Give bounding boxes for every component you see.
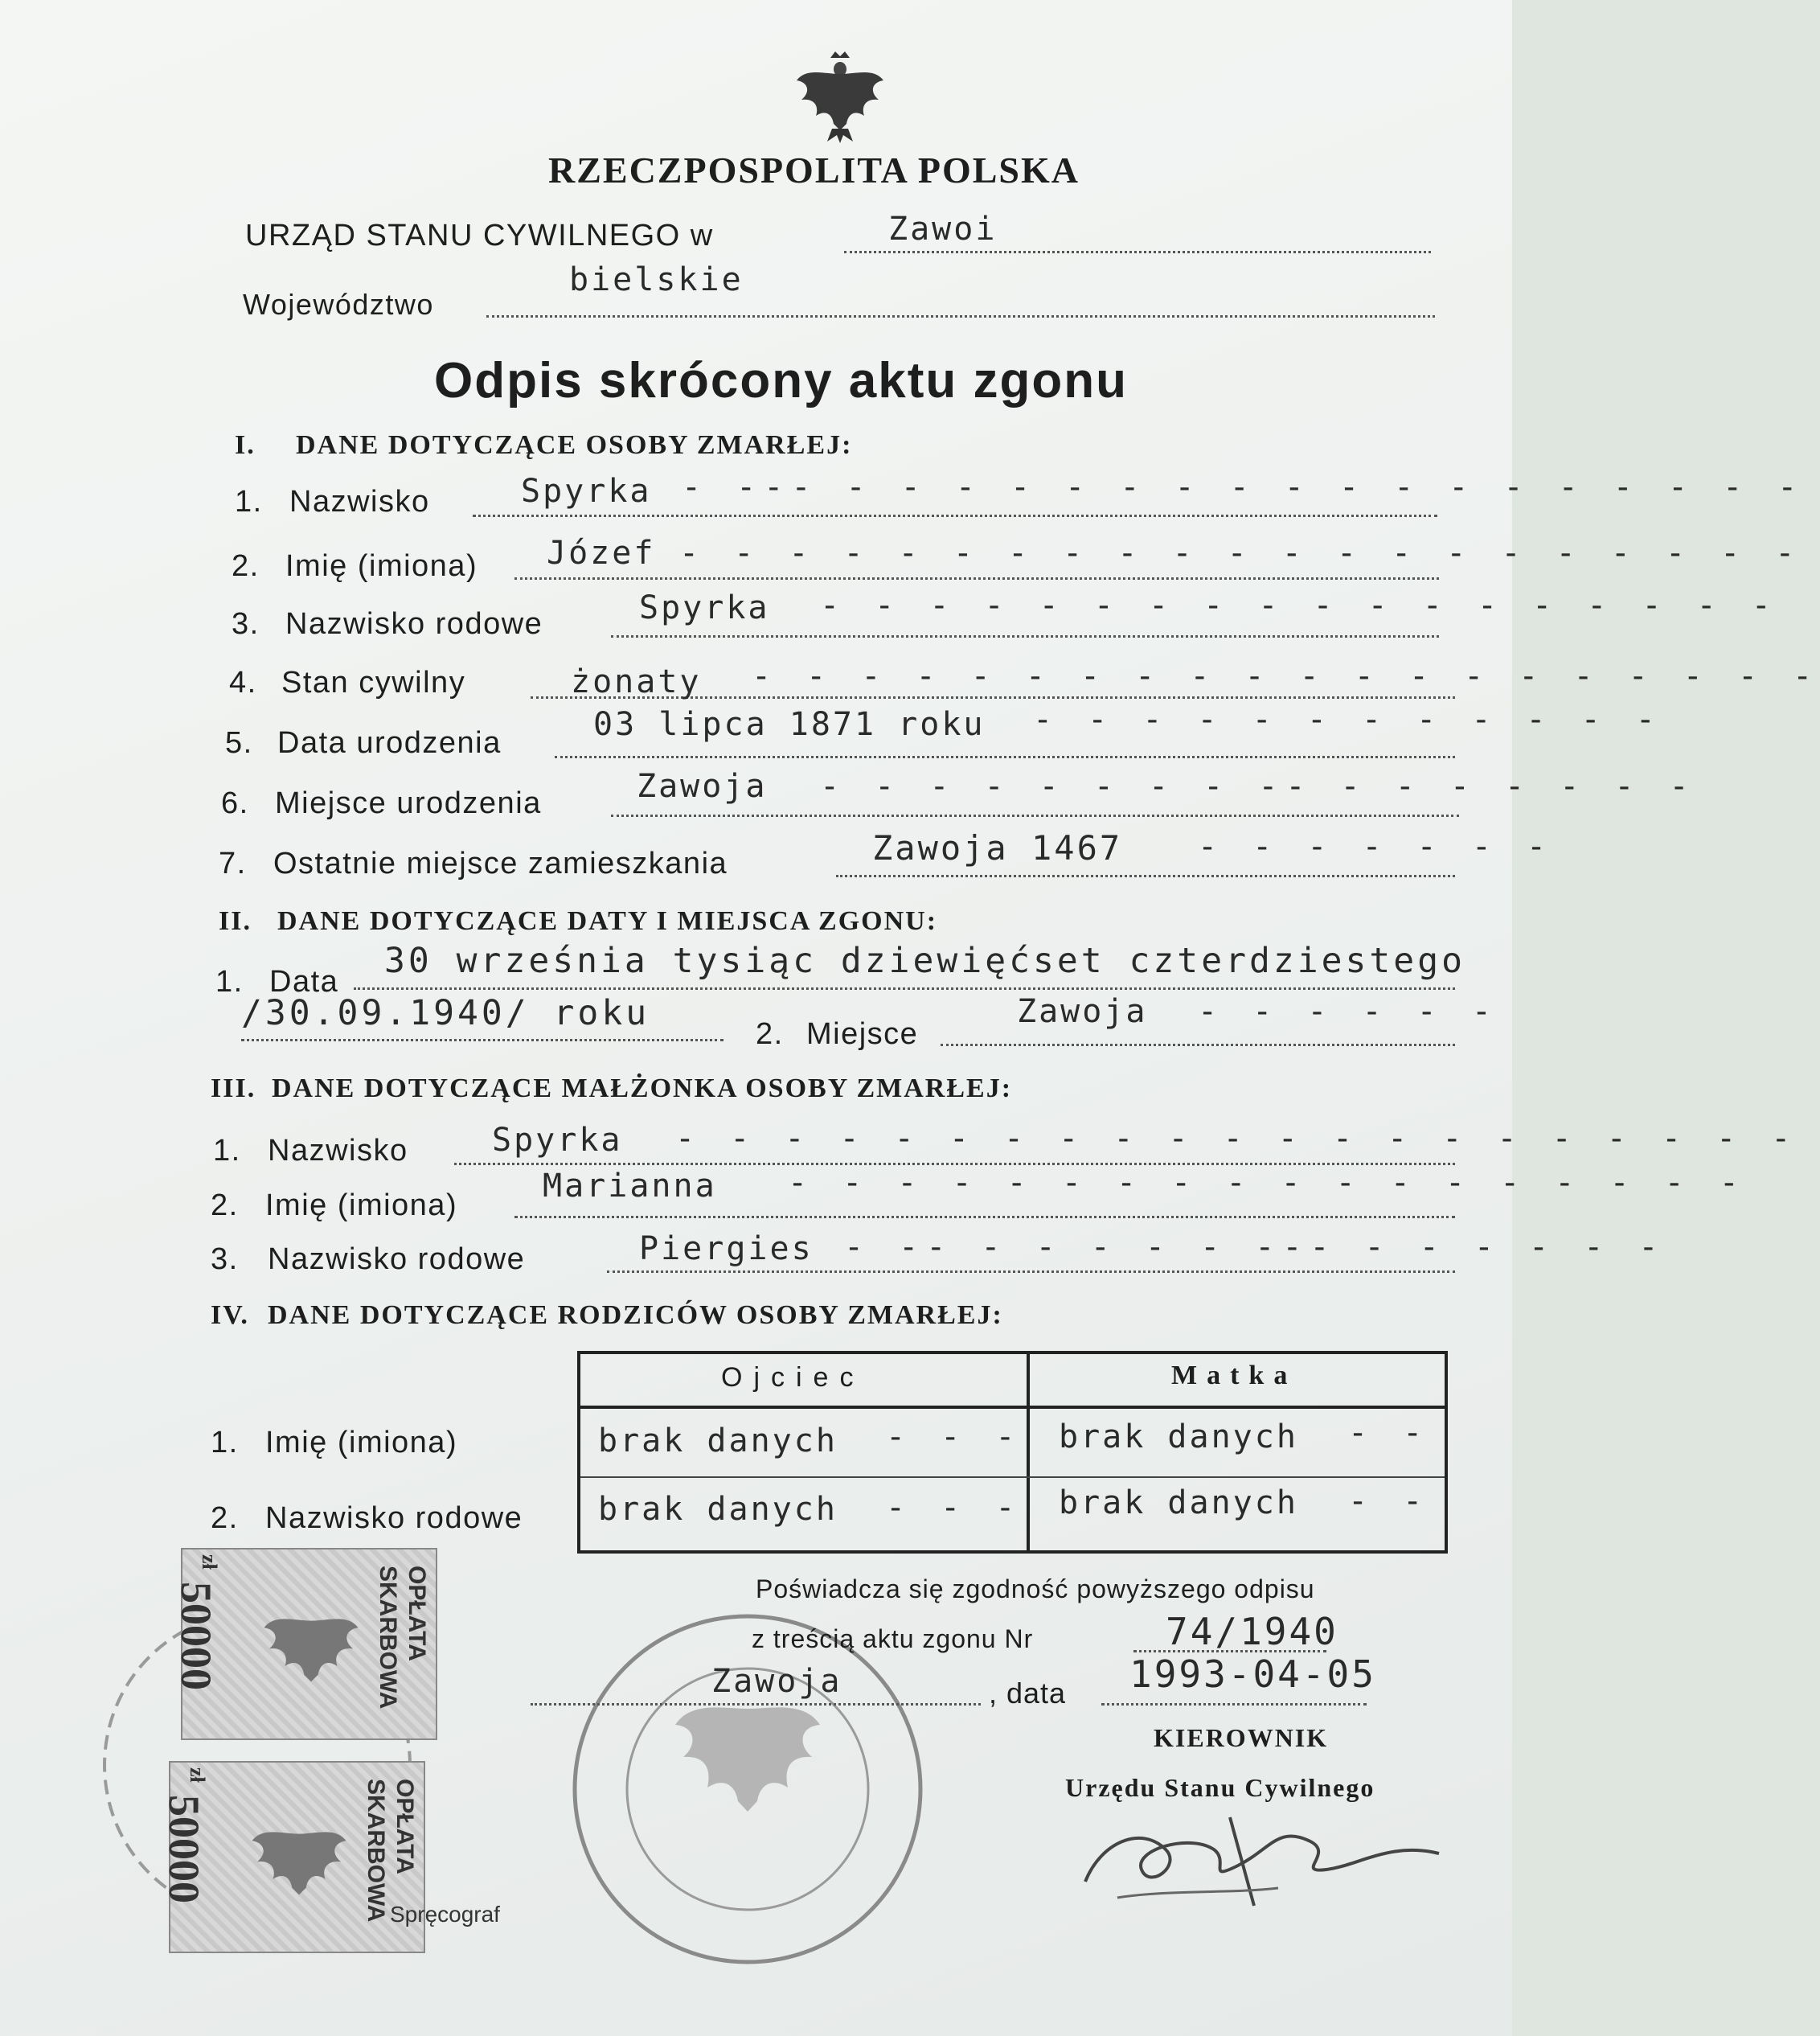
field-6-line	[611, 815, 1459, 817]
field-1-label: Nazwisko	[289, 485, 430, 519]
field-3-dashes: - - - - - - - - - - - - - - - - - -	[820, 587, 1779, 624]
death-place-number: 2.	[756, 1017, 784, 1051]
field-6-value: Zawoja	[637, 768, 768, 805]
field-5-dashes: - - - - - - - - - - - -	[1033, 701, 1663, 738]
field-2-number: 2.	[232, 549, 260, 583]
field-1-value: Spyrka	[521, 473, 652, 510]
parents-row-1-number: 1.	[211, 1426, 239, 1459]
eagle-emblem-icon	[792, 50, 888, 145]
field-2-label: Imię (imiona)	[285, 549, 478, 583]
document-title: Odpis skrócony aktu zgonu	[434, 353, 1128, 408]
section-2-number: II.	[219, 906, 252, 936]
spouse-field-2-label: Imię (imiona)	[265, 1188, 458, 1222]
spouse-field-2-value: Marianna	[543, 1168, 717, 1205]
issue-date-line	[1101, 1703, 1367, 1706]
field-1-dashes: - --- - - - - - - - - - - - - - - - - - -	[682, 469, 1806, 506]
spouse-field-2-number: 2.	[211, 1188, 239, 1222]
death-date-value-line-2: /30.09.1940/ roku	[241, 993, 650, 1033]
fiscal-stamp-2-value: 50000	[160, 1795, 208, 1903]
spouse-field-3-value: Piergies	[639, 1230, 814, 1267]
death-place-line	[941, 1044, 1455, 1046]
death-date-line-2	[241, 1039, 723, 1041]
section-3-heading: DANE DOTYCZĄCE MAŁŻONKA OSOBY ZMARŁEJ:	[272, 1073, 1013, 1103]
official-signature	[1069, 1793, 1471, 1914]
table-header-divider	[580, 1406, 1445, 1409]
death-date-value-line-1: 30 września tysiąc dziewięćset czterdziestego	[384, 941, 1465, 981]
father-maiden-name: brak danych	[598, 1491, 838, 1528]
issue-place-line	[531, 1703, 981, 1706]
section-1-heading: DANE DOTYCZĄCE OSOBY ZMARŁEJ:	[296, 430, 853, 460]
fiscal-stamp-1-eagle-icon	[259, 1594, 363, 1698]
section-4-heading: DANE DOTYCZĄCE RODZICÓW OSOBY ZMARŁEJ:	[268, 1300, 1003, 1330]
field-7-label: Ostatnie miejsce zamieszkania	[273, 847, 728, 880]
section-1-number: I.	[235, 430, 256, 460]
field-5-line	[555, 756, 1455, 758]
field-4-label: Stan cywilny	[281, 666, 466, 700]
stamp-maker-label: Spręcograf	[390, 1902, 500, 1927]
country-heading: RZECZPOSPOLITA POLSKA	[548, 150, 1080, 191]
spouse-field-1-label: Nazwisko	[268, 1134, 408, 1168]
official-round-seal	[563, 1604, 933, 1974]
fiscal-stamp-1-label-2: SKARBOWA	[375, 1566, 401, 1710]
parents-row-2-label: Nazwisko rodowe	[265, 1501, 523, 1535]
field-3-label: Nazwisko rodowe	[285, 607, 543, 641]
field-5-label: Data urodzenia	[277, 726, 502, 760]
field-4-dashes: - - - - - - - - - - - - - - - - - - - -	[752, 658, 1820, 695]
fiscal-stamp-1-label-1: OPŁATA	[404, 1566, 430, 1661]
field-2-value: Józef	[547, 535, 656, 572]
mother-maiden-name: brak danych	[1059, 1484, 1298, 1521]
certification-line-2: z treścią aktu zgonu Nr	[752, 1624, 1034, 1653]
issue-place-value: Zawoja	[711, 1663, 842, 1700]
fiscal-stamp-2-eagle-icon	[247, 1807, 351, 1911]
fiscal-stamp-2-label-1: OPŁATA	[391, 1779, 418, 1874]
field-4-number: 4.	[229, 666, 257, 700]
office-value: Zawoi	[888, 211, 998, 248]
death-place-label: Miejsce	[806, 1017, 919, 1051]
column-header-father: Ojciec	[721, 1362, 865, 1393]
fiscal-stamp-2	[160, 1761, 425, 1953]
field-1-line	[473, 515, 1437, 517]
death-date-label: Data	[269, 965, 339, 999]
fiscal-stamp-2-label-2: SKARBOWA	[363, 1779, 389, 1923]
mother-first-name: brak danych	[1059, 1418, 1298, 1455]
table-row-divider	[580, 1476, 1445, 1478]
spouse-field-1-dashes: - - - - - - - - - - - - - - - - - - - - -	[675, 1120, 1799, 1157]
spouse-field-1-number: 1.	[213, 1134, 241, 1168]
fiscal-stamp-1	[172, 1548, 437, 1740]
field-2-line	[514, 577, 1439, 580]
field-7-dashes: - - - - - - -	[1198, 828, 1555, 865]
fiscal-stamp-1-value: 50000	[172, 1582, 220, 1690]
field-5-number: 5.	[225, 726, 253, 760]
death-date-number: 1.	[215, 965, 244, 999]
spouse-field-3-line	[607, 1270, 1455, 1273]
voivodeship-value: bielskie	[569, 261, 744, 298]
mother-maiden-name-dashes: - -	[1348, 1483, 1431, 1520]
field-3-number: 3.	[232, 607, 260, 641]
field-5-value: 03 lipca 1871 roku	[593, 706, 986, 743]
act-number-value: 74/1940	[1166, 1610, 1338, 1653]
father-first-name-dashes: - - -	[886, 1418, 1023, 1455]
field-2-dashes: - - - - - - - - - - - - - - - - - - - - -	[679, 535, 1803, 572]
parents-row-1-label: Imię (imiona)	[265, 1426, 458, 1459]
office-line	[844, 251, 1431, 253]
parents-row-2-number: 2.	[211, 1501, 239, 1535]
field-7-line	[836, 875, 1455, 877]
field-6-number: 6.	[221, 786, 249, 820]
field-3-value: Spyrka	[639, 589, 770, 626]
section-3-number: III.	[211, 1073, 256, 1103]
father-first-name: brak danych	[598, 1422, 838, 1459]
section-4-number: IV.	[211, 1300, 249, 1330]
spouse-field-2-dashes: - - - - - - - - - - - - - - - - - -	[788, 1164, 1747, 1201]
mother-first-name-dashes: - -	[1348, 1414, 1431, 1451]
fiscal-stamp-1-currency: zł	[198, 1554, 221, 1570]
death-date-line-1	[354, 987, 1455, 990]
death-place-value: Zawoja	[1017, 993, 1148, 1030]
issue-date-label: , data	[989, 1677, 1067, 1710]
spouse-field-3-dashes: - -- - - - - - --- - - - - - -	[844, 1229, 1666, 1266]
field-6-label: Miejsce urodzenia	[275, 786, 542, 820]
spouse-field-3-label: Nazwisko rodowe	[268, 1242, 526, 1276]
voivodeship-line	[486, 315, 1435, 318]
voivodeship-label: Województwo	[243, 288, 434, 321]
spouse-field-2-line	[514, 1216, 1455, 1218]
fiscal-stamp-2-currency: zł	[186, 1767, 209, 1783]
column-header-mother: Matka	[1171, 1361, 1297, 1390]
field-6-dashes: - - - - - - - - -- - - - - - - -	[820, 768, 1697, 805]
official-role-subtitle: Urzędu Stanu Cywilnego	[1065, 1773, 1375, 1802]
table-column-divider	[1027, 1354, 1030, 1550]
office-label: URZĄD STANU CYWILNEGO w	[245, 219, 714, 252]
certification-line-1: Poświadcza się zgodność powyższego odpisu	[756, 1574, 1315, 1603]
field-3-line	[611, 635, 1439, 638]
issue-date-value: 1993-04-05	[1129, 1652, 1376, 1696]
death-place-dashes: - - - - - -	[1198, 993, 1499, 1030]
official-role-title: KIEROWNIK	[1154, 1723, 1329, 1752]
spouse-field-1-value: Spyrka	[492, 1122, 623, 1159]
parents-table	[577, 1351, 1448, 1554]
spouse-field-3-number: 3.	[211, 1242, 239, 1276]
section-2-heading: DANE DOTYCZĄCE DATY I MIEJSCA ZGONU:	[277, 906, 938, 936]
field-7-value: Zawoja 1467	[872, 828, 1123, 868]
field-1-number: 1.	[235, 485, 263, 519]
field-7-number: 7.	[219, 847, 247, 880]
field-4-value: żonaty	[571, 663, 702, 700]
father-maiden-name-dashes: - - -	[886, 1489, 1023, 1526]
